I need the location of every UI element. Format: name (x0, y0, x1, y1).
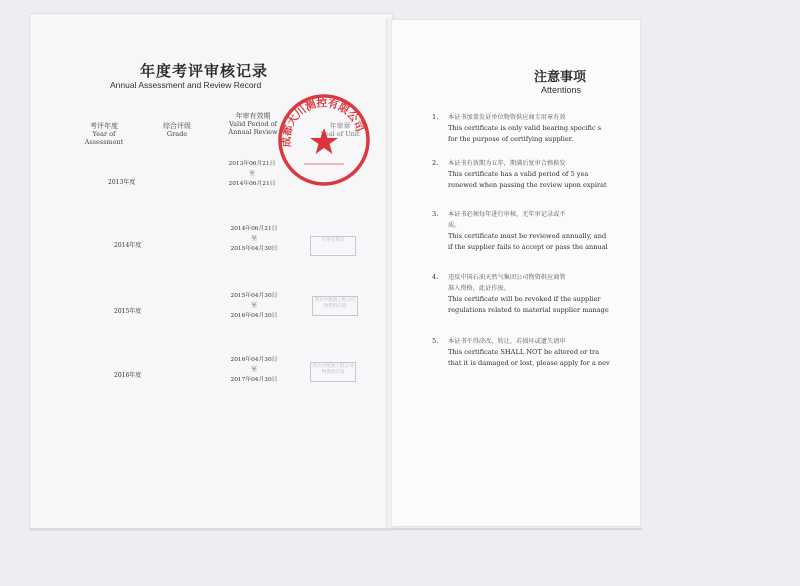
item-line: This certificate is only valid bearing specific s (448, 124, 602, 132)
period-to: 至 (251, 236, 257, 242)
annual-review-stamp: 四川中航油工程公司 物资供应商 (310, 362, 356, 382)
item-line: 本证书有效期为五年，期满后复审合格换发 (448, 160, 566, 167)
record-title-en: Annual Assessment and Review Record (110, 80, 262, 90)
header-grade-en: Grade (166, 130, 188, 138)
item-number: 1. (432, 113, 439, 121)
attentions-title-cn: 注意事项 (534, 70, 587, 85)
attention-item (432, 158, 640, 191)
header-year-en: Year of Assessment (84, 130, 124, 146)
period-start: 2015年04月30日 (230, 293, 278, 299)
row-period (224, 355, 284, 385)
item-line: 本证书不得涂改、转让，若损坏或遗失请申 (448, 338, 566, 345)
annual-review-stamp: 年审专用章 (310, 236, 356, 256)
item-line: This certificate SHALL NOT be altered or tra (448, 348, 600, 356)
item-line: 本证书加盖发证单位物资供应商专用章有效 (448, 114, 566, 121)
item-line: This certificate has a valid period of 5 yea (448, 170, 589, 178)
header-seal-cn: 年审章 (329, 122, 351, 130)
row-year: 2015年度 (114, 308, 142, 315)
period-start: 2016年04月30日 (230, 357, 278, 363)
page-bottom-edge (30, 528, 642, 530)
row-period (224, 291, 284, 321)
item-line: This certificate will be revoked if the supplier (448, 295, 601, 303)
item-line: for the purpose of certifying supplier. (448, 135, 574, 143)
header-year (76, 122, 132, 146)
item-line: 质。 (448, 222, 461, 229)
attention-item (432, 209, 640, 253)
item-line: that it is damaged or lost, please apply for a nev (448, 359, 610, 367)
header-year-cn: 考评年度 (90, 122, 118, 130)
header-period-cn: 年审有效期 (235, 112, 271, 120)
header-grade-cn: 综合评级 (163, 122, 191, 130)
row-period (224, 224, 284, 254)
item-line: if the supplier fails to accept or pass the annual (448, 243, 608, 251)
period-end: 2016年04月30日 (230, 313, 278, 319)
item-line: 违反中国石油天然气集团公司物资供应商管 (448, 274, 566, 281)
item-line: renewed when passing the review upon expirat (448, 181, 607, 189)
row-period (222, 159, 282, 189)
header-period-en2: Annual Review (228, 128, 278, 136)
item-line: This certificate must be reviewed annually, and (448, 232, 607, 240)
period-start: 2014年06月21日 (230, 226, 278, 232)
period-start: 2013年06月21日 (228, 161, 276, 167)
header-seal-en: Seal of Unit (320, 130, 360, 138)
header-period-en1: Valid Period of (229, 120, 277, 128)
item-number: 5. (432, 337, 439, 345)
seal-text: 成都大川测控有限公司 (280, 97, 366, 148)
row-year: 2013年度 (108, 179, 136, 186)
item-number: 3. (432, 210, 439, 218)
item-line: regulations related to material supplier manage (448, 306, 609, 314)
attentions-title-en: Attentions (541, 85, 582, 95)
record-title-cn: 年度考评审核记录 (140, 62, 269, 80)
item-line: 本证书必须每年进行审核，无年审记录或不 (448, 211, 566, 218)
period-end: 2015年04月30日 (230, 246, 278, 252)
page-fold (386, 18, 392, 528)
period-to: 至 (251, 367, 257, 373)
row-year: 2014年度 (114, 242, 142, 249)
period-to: 至 (251, 303, 257, 309)
attention-item (432, 272, 640, 316)
header-grade (154, 122, 200, 138)
period-end: 2017年04月30日 (230, 377, 278, 383)
item-line: 准入资格，此证作废。 (448, 285, 510, 292)
attention-item (432, 112, 640, 145)
annual-review-stamp: 四川中航油工程公司 物资供应商 (312, 296, 358, 316)
period-end: 2014年06月21日 (228, 181, 276, 187)
item-number: 2. (432, 159, 439, 167)
attention-item (432, 336, 640, 369)
row-year: 2016年度 (114, 372, 142, 379)
item-number: 4. (432, 273, 439, 281)
period-to: 至 (249, 171, 255, 177)
company-seal (276, 92, 372, 188)
